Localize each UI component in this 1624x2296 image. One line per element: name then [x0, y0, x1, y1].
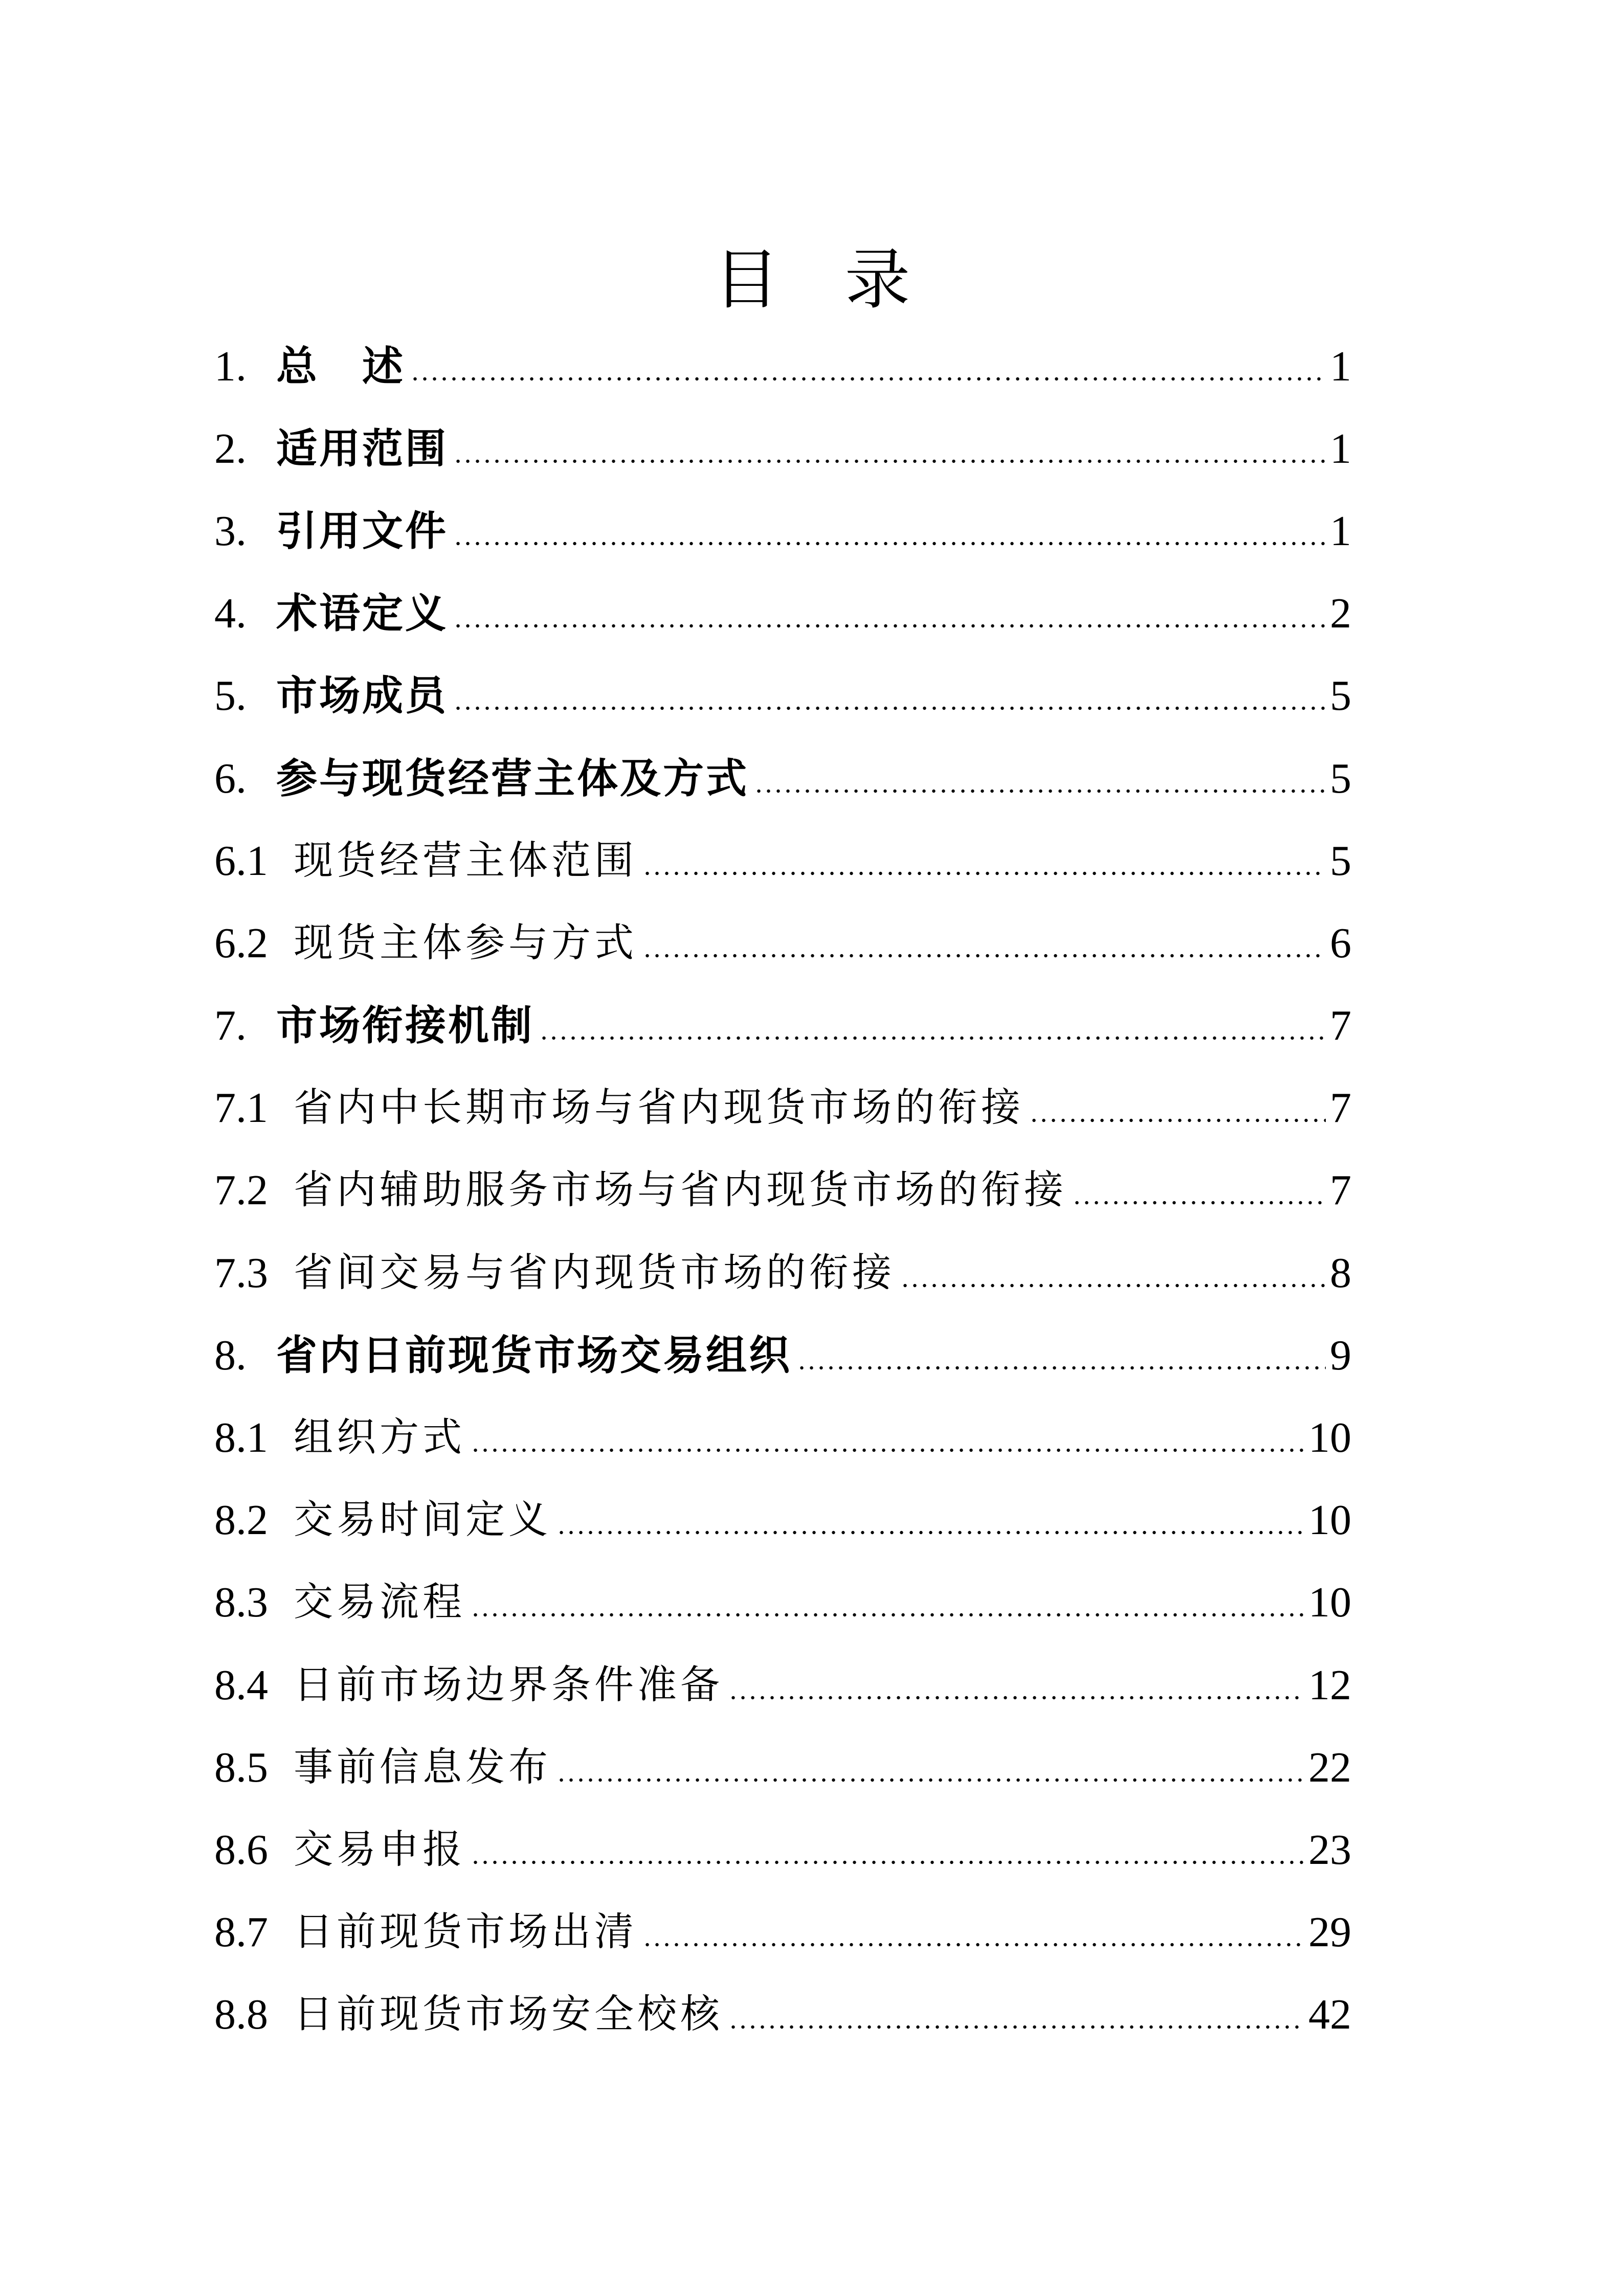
toc-entry-number: 7.3 [214, 1249, 268, 1297]
toc-entry-number: 7.1 [214, 1084, 268, 1132]
toc-entry [214, 985, 1351, 1067]
toc-entry-page: 22 [1308, 1743, 1351, 1791]
toc-entry-number: 8.3 [214, 1579, 268, 1627]
toc-entry [214, 325, 1351, 408]
toc-entry-title: 日前现货市场安全校核 [294, 1992, 723, 2038]
toc-subentry [214, 902, 1351, 984]
toc-entry-title: 事前信息发布 [294, 1744, 551, 1790]
dot-leader [410, 345, 1326, 388]
toc-entry-number: 8. [214, 1331, 247, 1379]
toc-entry-number: 8.8 [214, 1991, 268, 2039]
toc-entry-page: 5 [1330, 837, 1351, 885]
toc-entry-title: 交易时间定义 [294, 1497, 551, 1543]
toc-entry [214, 408, 1351, 490]
toc-entry-number: 6.1 [214, 837, 268, 885]
dot-leader [453, 674, 1326, 717]
dot-leader [453, 592, 1326, 635]
toc-entry-number: 8.1 [214, 1414, 268, 1462]
toc-entry-number: 8.4 [214, 1661, 268, 1709]
dot-leader [557, 1746, 1304, 1789]
toc-entry-title: 日前市场边界条件准备 [294, 1662, 723, 1708]
toc-entry-page: 29 [1308, 1908, 1351, 1956]
dot-leader [1072, 1169, 1326, 1212]
toc-subentry [214, 1726, 1351, 1809]
toc-entry-page: 12 [1308, 1661, 1351, 1709]
table-of-contents [214, 325, 1351, 2056]
toc-entry-page: 5 [1330, 672, 1351, 720]
toc-entry-title: 市场衔接机制 [276, 1002, 534, 1050]
dot-leader [471, 1581, 1304, 1624]
dot-leader [728, 1993, 1304, 2036]
toc-subentry [214, 1644, 1351, 1726]
toc-entry-title: 组织方式 [294, 1415, 465, 1461]
dot-leader [797, 1334, 1326, 1377]
dot-leader [471, 1416, 1304, 1459]
dot-leader [453, 510, 1326, 553]
dot-leader [1029, 1087, 1326, 1130]
toc-entry-title: 省内日前现货市场交易组织 [276, 1331, 792, 1379]
toc-entry-title: 交易申报 [294, 1827, 465, 1873]
dot-leader [471, 1829, 1304, 1872]
toc-entry-number: 1. [214, 342, 247, 390]
toc-entry [214, 655, 1351, 737]
toc-entry-title: 术语定义 [276, 590, 448, 638]
toc-entry-page: 7 [1330, 1002, 1351, 1050]
toc-subentry [214, 820, 1351, 902]
toc-entry-number: 7.2 [214, 1166, 268, 1214]
dot-leader [453, 427, 1326, 470]
toc-subentry [214, 1150, 1351, 1232]
toc-entry-title: 引用文件 [276, 507, 448, 555]
toc-entry [214, 737, 1351, 820]
toc-entry-page: 6 [1330, 919, 1351, 967]
dot-leader [728, 1664, 1304, 1707]
toc-subentry [214, 1397, 1351, 1479]
toc-entry-number: 2. [214, 424, 247, 472]
toc-entry-number: 6.2 [214, 919, 268, 967]
toc-entry-page: 42 [1308, 1991, 1351, 2039]
toc-subentry [214, 1562, 1351, 1644]
dot-leader [642, 840, 1326, 883]
toc-entry-number: 8.7 [214, 1908, 268, 1956]
toc-entry-title: 交易流程 [294, 1580, 465, 1626]
toc-entry-page: 10 [1308, 1579, 1351, 1627]
toc-entry [214, 490, 1351, 572]
toc-entry-page: 2 [1330, 590, 1351, 638]
toc-entry-number: 6. [214, 754, 247, 802]
toc-entry-number: 8.5 [214, 1743, 268, 1791]
toc-entry-title: 省内中长期市场与省内现货市场的衔接 [294, 1085, 1024, 1131]
toc-entry-number: 5. [214, 672, 247, 720]
toc-entry-number: 3. [214, 507, 247, 555]
toc-entry-page: 23 [1308, 1826, 1351, 1874]
toc-entry-title: 适用范围 [276, 424, 448, 472]
toc-subentry [214, 1067, 1351, 1150]
toc-entry-page: 10 [1308, 1414, 1351, 1462]
toc-subentry [214, 1974, 1351, 2056]
toc-subentry [214, 1232, 1351, 1314]
toc-entry-title: 总 述 [276, 342, 405, 390]
toc-entry-title: 现货经营主体范围 [294, 838, 637, 884]
toc-entry-page: 7 [1330, 1166, 1351, 1214]
dot-leader [539, 1004, 1326, 1047]
toc-subentry [214, 1809, 1351, 1891]
toc-entry-title: 市场成员 [276, 672, 448, 720]
toc-entry-page: 10 [1308, 1496, 1351, 1544]
toc-entry-page: 1 [1330, 424, 1351, 472]
dot-leader [642, 1911, 1304, 1954]
page-title: 目 录 [714, 242, 910, 318]
toc-subentry [214, 1479, 1351, 1562]
toc-entry-page: 1 [1330, 342, 1351, 390]
toc-entry-page: 1 [1330, 507, 1351, 555]
toc-entry-page: 5 [1330, 754, 1351, 802]
toc-entry-page: 8 [1330, 1249, 1351, 1297]
toc-entry-title: 参与现货经营主体及方式 [276, 754, 749, 802]
toc-entry-number: 4. [214, 590, 247, 638]
dot-leader [900, 1252, 1326, 1295]
dot-leader [754, 757, 1326, 800]
dot-leader [642, 922, 1326, 965]
toc-entry-number: 8.2 [214, 1496, 268, 1544]
toc-entry-title: 现货主体参与方式 [294, 920, 637, 966]
toc-entry [214, 1314, 1351, 1397]
dot-leader [557, 1499, 1304, 1542]
toc-entry-number: 7. [214, 1002, 247, 1050]
toc-entry-page: 7 [1330, 1084, 1351, 1132]
toc-entry-title: 省内辅助服务市场与省内现货市场的衔接 [294, 1167, 1067, 1213]
toc-entry-title: 省间交易与省内现货市场的衔接 [294, 1250, 895, 1296]
toc-entry-title: 日前现货市场出清 [294, 1909, 637, 1955]
toc-subentry [214, 1892, 1351, 1974]
toc-entry-page: 9 [1330, 1331, 1351, 1379]
toc-entry-number: 8.6 [214, 1826, 268, 1874]
toc-entry [214, 573, 1351, 655]
